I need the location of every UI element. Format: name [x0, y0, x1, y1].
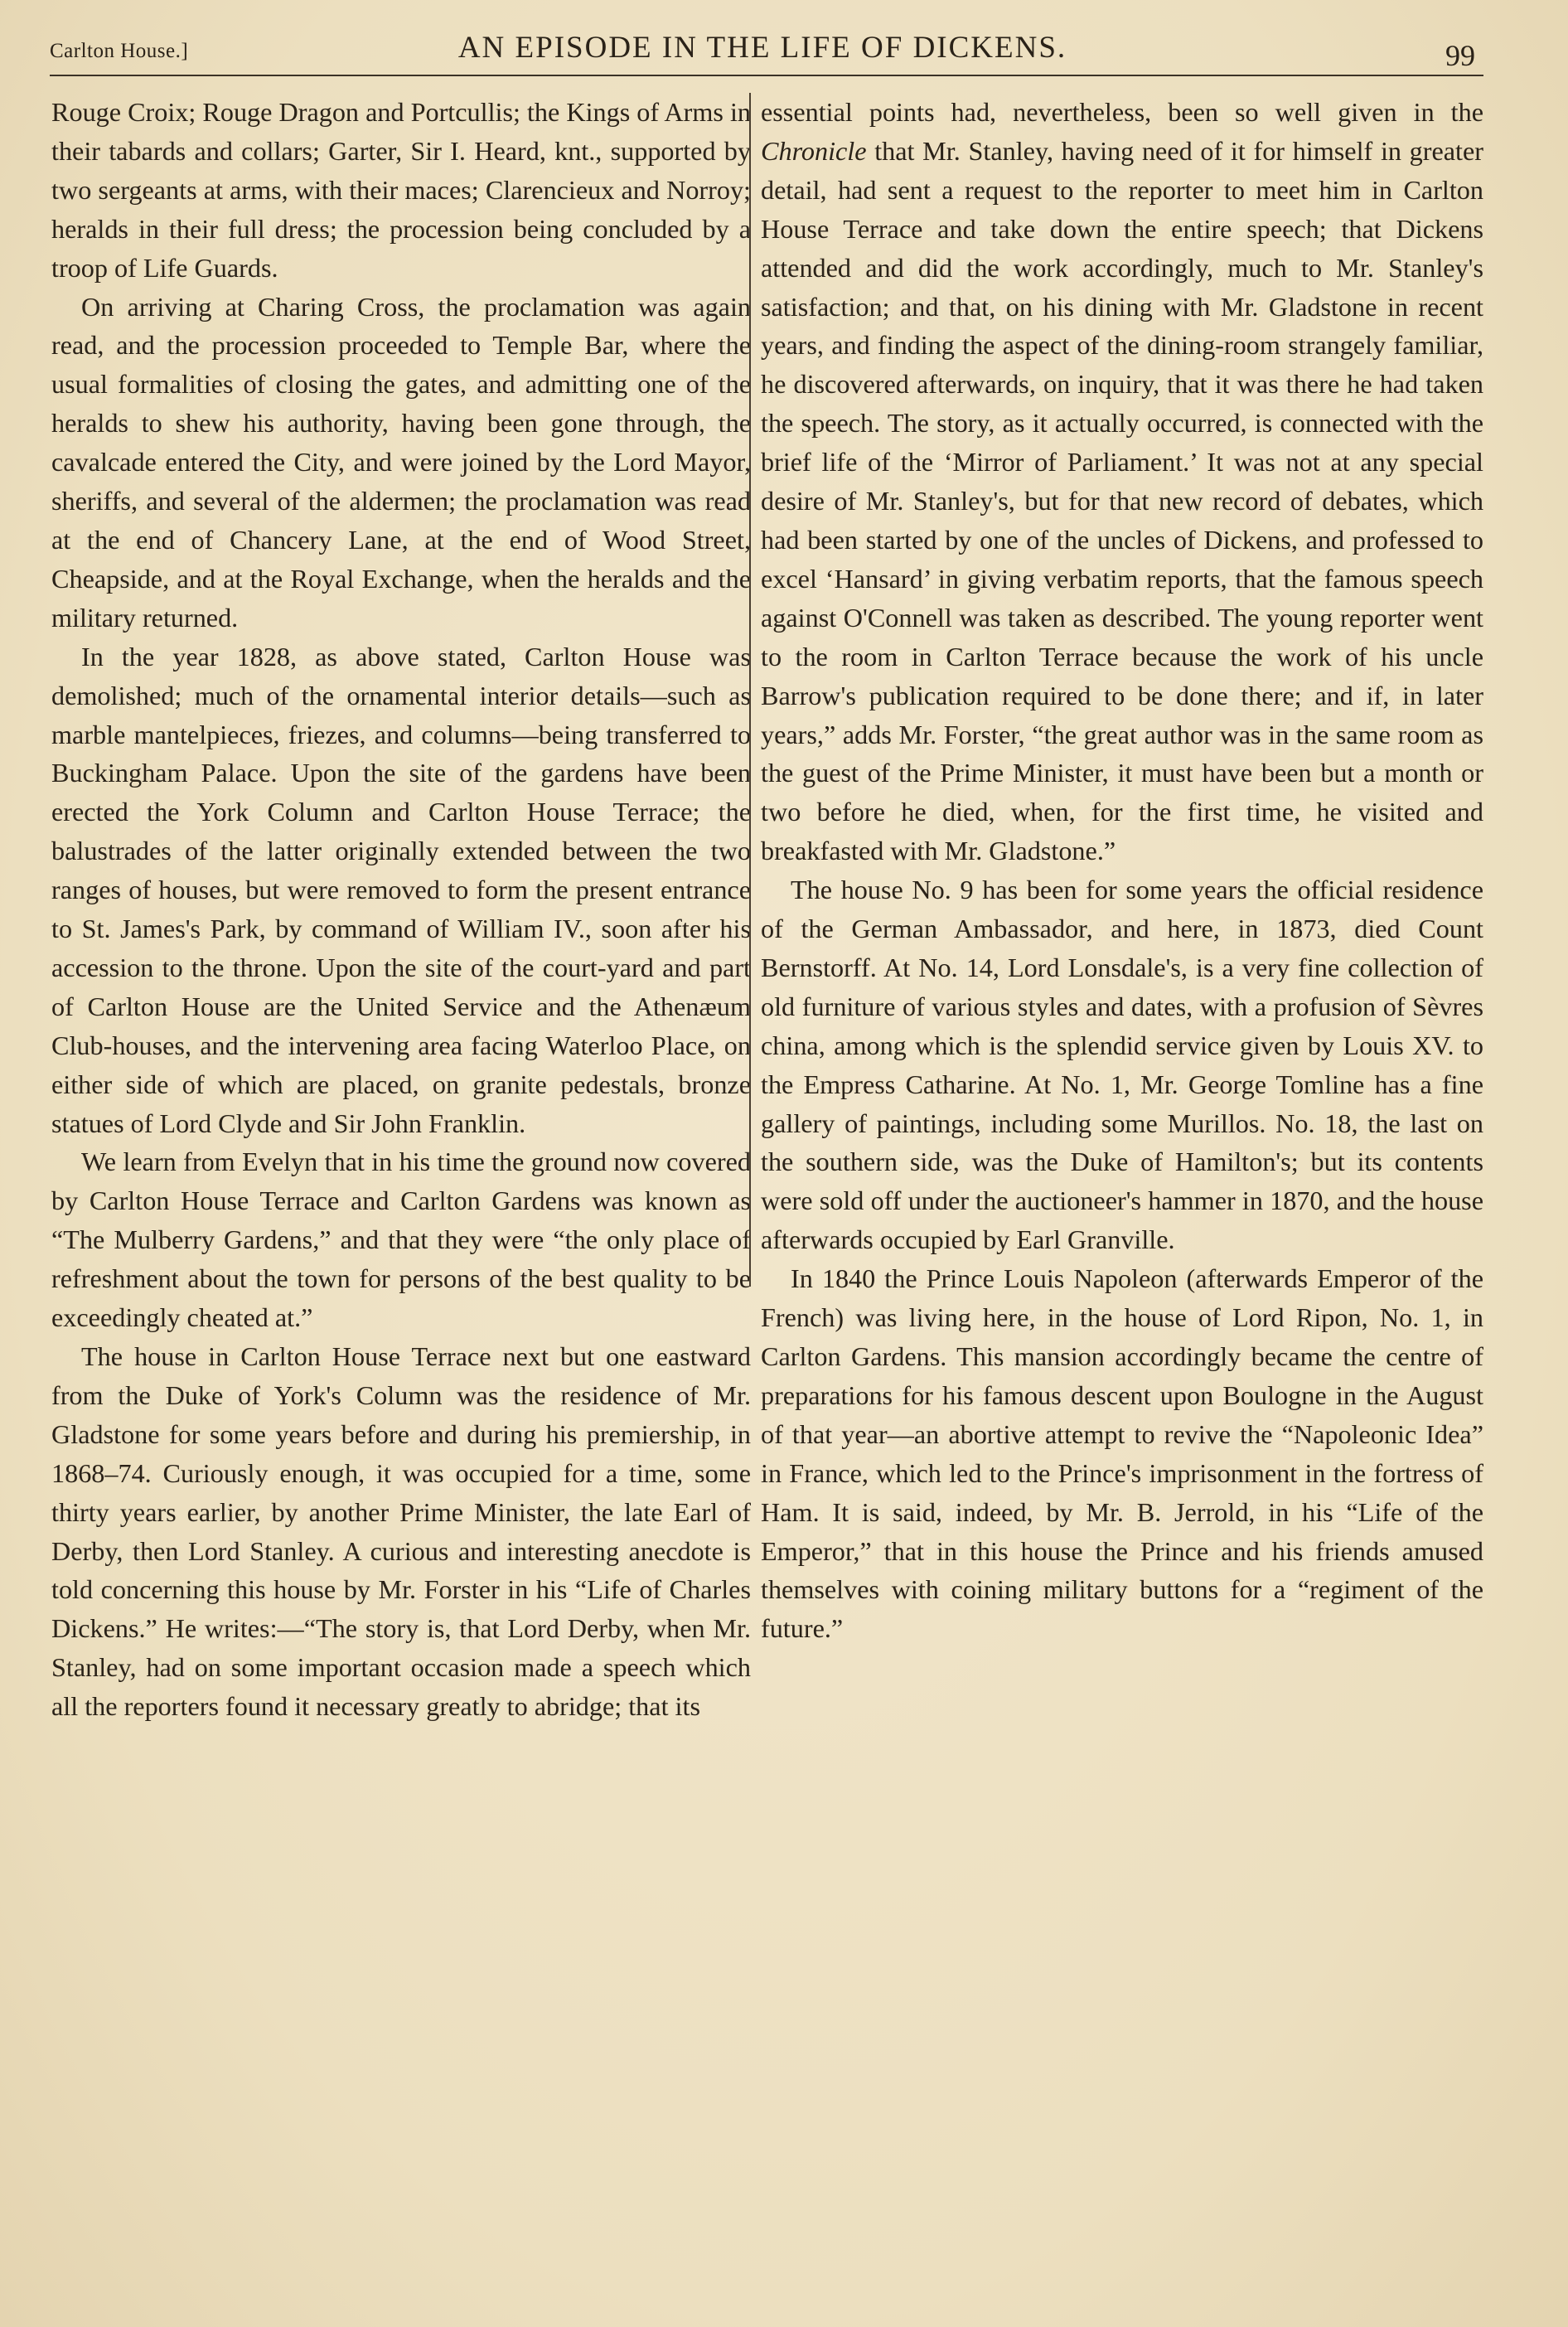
- page-number: 99: [1445, 39, 1475, 72]
- column-divider: [749, 93, 751, 1287]
- paragraph: In the year 1828, as above stated, Carlton House was demolished; much of the ornamental interior details—such as marble mantelpieces, friezes, and columns—being transferred to Buckingham Palace. Upon the site of the gardens have been erected the York Column and Carlton House Terrace; the balustrades of the latter originally extended between the two ranges of houses, but were removed to form the present entrance to St. James's Park, by command of William IV., soon after his accession to the throne. Upon the site of the court-yard and part of Carlton House are the United Service and the Athenæum Club-houses, and the intervening area facing Waterloo Place, on either side of which are placed, on granite pedestals, bronze statues of Lord Clyde and Sir John Franklin.: [51, 641, 751, 1138]
- running-head-section: Carlton House.]: [50, 40, 189, 62]
- paragraph: Rouge Croix; Rouge Dragon and Portcullis; the Kings of Arms in their tabards and collars; Garter, Sir I. Heard, knt., supported by two sergeants at arms, with their maces; Clarencieux and Norroy; heralds in their full dress; the procession being concluded by a troop of Life Guards.: [51, 97, 751, 283]
- paragraph: The house No. 9 has been for some years the official residence of the German Ambassador, and here, in 1873, died Count Bernstorff. At No. 14, Lord Lonsdale's, is a very fine collection of old furniture of various styles and dates, with a profusion of Sèvres china, among which is the splendid service given by Louis XV. to the Empress Catharine. At No. 1, Mr. George Tomline has a fine gallery of paintings, including some Murillos. No. 18, the last on the southern side, was the Duke of Hamilton's; but its contents were sold off under the auctioneer's hammer in 1870, and the house afterwards occupied by Earl Granville.: [761, 875, 1483, 1255]
- paragraph: [761, 93, 1483, 870]
- paragraph: We learn from Evelyn that in his time the ground now covered by Carlton House Terrace and Carlton Gardens was known as “The Mulberry Gardens,” and that they were “the only place of refreshment about the town for persons of the best quality to be exceedingly cheated at.”: [51, 1147, 751, 1333]
- paragraph: On arriving at Charing Cross, the proclamation was again read, and the procession proceeded to Temple Bar, where the usual formalities of closing the gates, and admitting one of the heralds to shew his authority, having been gone through, the cavalcade entered the City, and were joined by the Lord Mayor, sheriffs, and several of the aldermen; the proclamation was read at the end of Chancery Lane, at the end of Wood Street, Cheapside, and at the Royal Exchange, when the heralds and the military returned.: [51, 291, 751, 633]
- paragraph: The house in Carlton House Terrace next but one eastward from the Duke of York's Column was the residence of Mr. Gladstone for some years before and during his premiership, in 1868–74. Curiously enough, it was occupied for a time, some thirty years earlier, by another Prime Minister, the late Earl of Derby, then Lord Stanley. A curious and interesting anecdote is told concerning this house by Mr. Forster in his “Life of Charles Dickens.” He writes:—“The story is, that Lord Derby, when Mr. Stanley, had on some important occasion made a speech which all the reporters found it necessary greatly to abridge; that its: [51, 1341, 751, 1722]
- right-column: [761, 93, 1483, 1648]
- text-run: essential points had, nevertheless, been so well given in the: [761, 97, 1483, 127]
- header-rule: [50, 75, 1483, 76]
- page-header: [50, 28, 1475, 78]
- left-column: [51, 93, 751, 1726]
- paragraph: In 1840 the Prince Louis Napoleon (afterwards Emperor of the French) was living here, in the house of Lord Ripon, No. 1, in Carlton Gardens. This mansion accordingly became the centre of preparations for his famous descent upon Boulogne in the August of that year—an abortive attempt to revive the “Napoleonic Idea” in France, which led to the Prince's imprisonment in the fortress of Ham. It is said, indeed, by Mr. B. Jerrold, in his “Life of the Emperor,” that in this house the Prince and his friends amused themselves with coining military buttons for a “regiment of the future.”: [761, 1263, 1483, 1644]
- text-run: that Mr. Stanley, having need of it for himself in greater detail, had sent a request to the reporter to meet him in Carlton House Terrace and take down the entire speech; that Dickens attended and did the work accordingly, much to Mr. Stanley's satisfaction; and that, on his dining with Mr. Gladstone in recent years, and finding the aspect of the dining-room strangely familiar, he discovered afterwards, on inquiry, that it was there he had taken the speech. The story, as it actually occurred, is connected with the brief life of the ‘Mirror of Parliament.’ It was not at any special desire of Mr. Stanley's, but for that new record of debates, which had been started by one of the uncles of Dickens, and professed to excel ‘Hansard’ in giving verbatim reports, that the famous speech against O'Connell was taken as described. The young reporter went to the room in Carlton Terrace because the work of his uncle Barrow's publication required to be done there; and if, in later years,” adds Mr. Forster, “the great author was in the same room as the guest of the Prime Minister, it must have been but a month or two before he died, when, for the first time, he visited and breakfasted with Mr. Gladstone.”: [761, 135, 1483, 866]
- running-title: AN EPISODE IN THE LIFE OF DICKENS.: [457, 31, 1067, 65]
- italic-title: Chronicle: [761, 135, 867, 166]
